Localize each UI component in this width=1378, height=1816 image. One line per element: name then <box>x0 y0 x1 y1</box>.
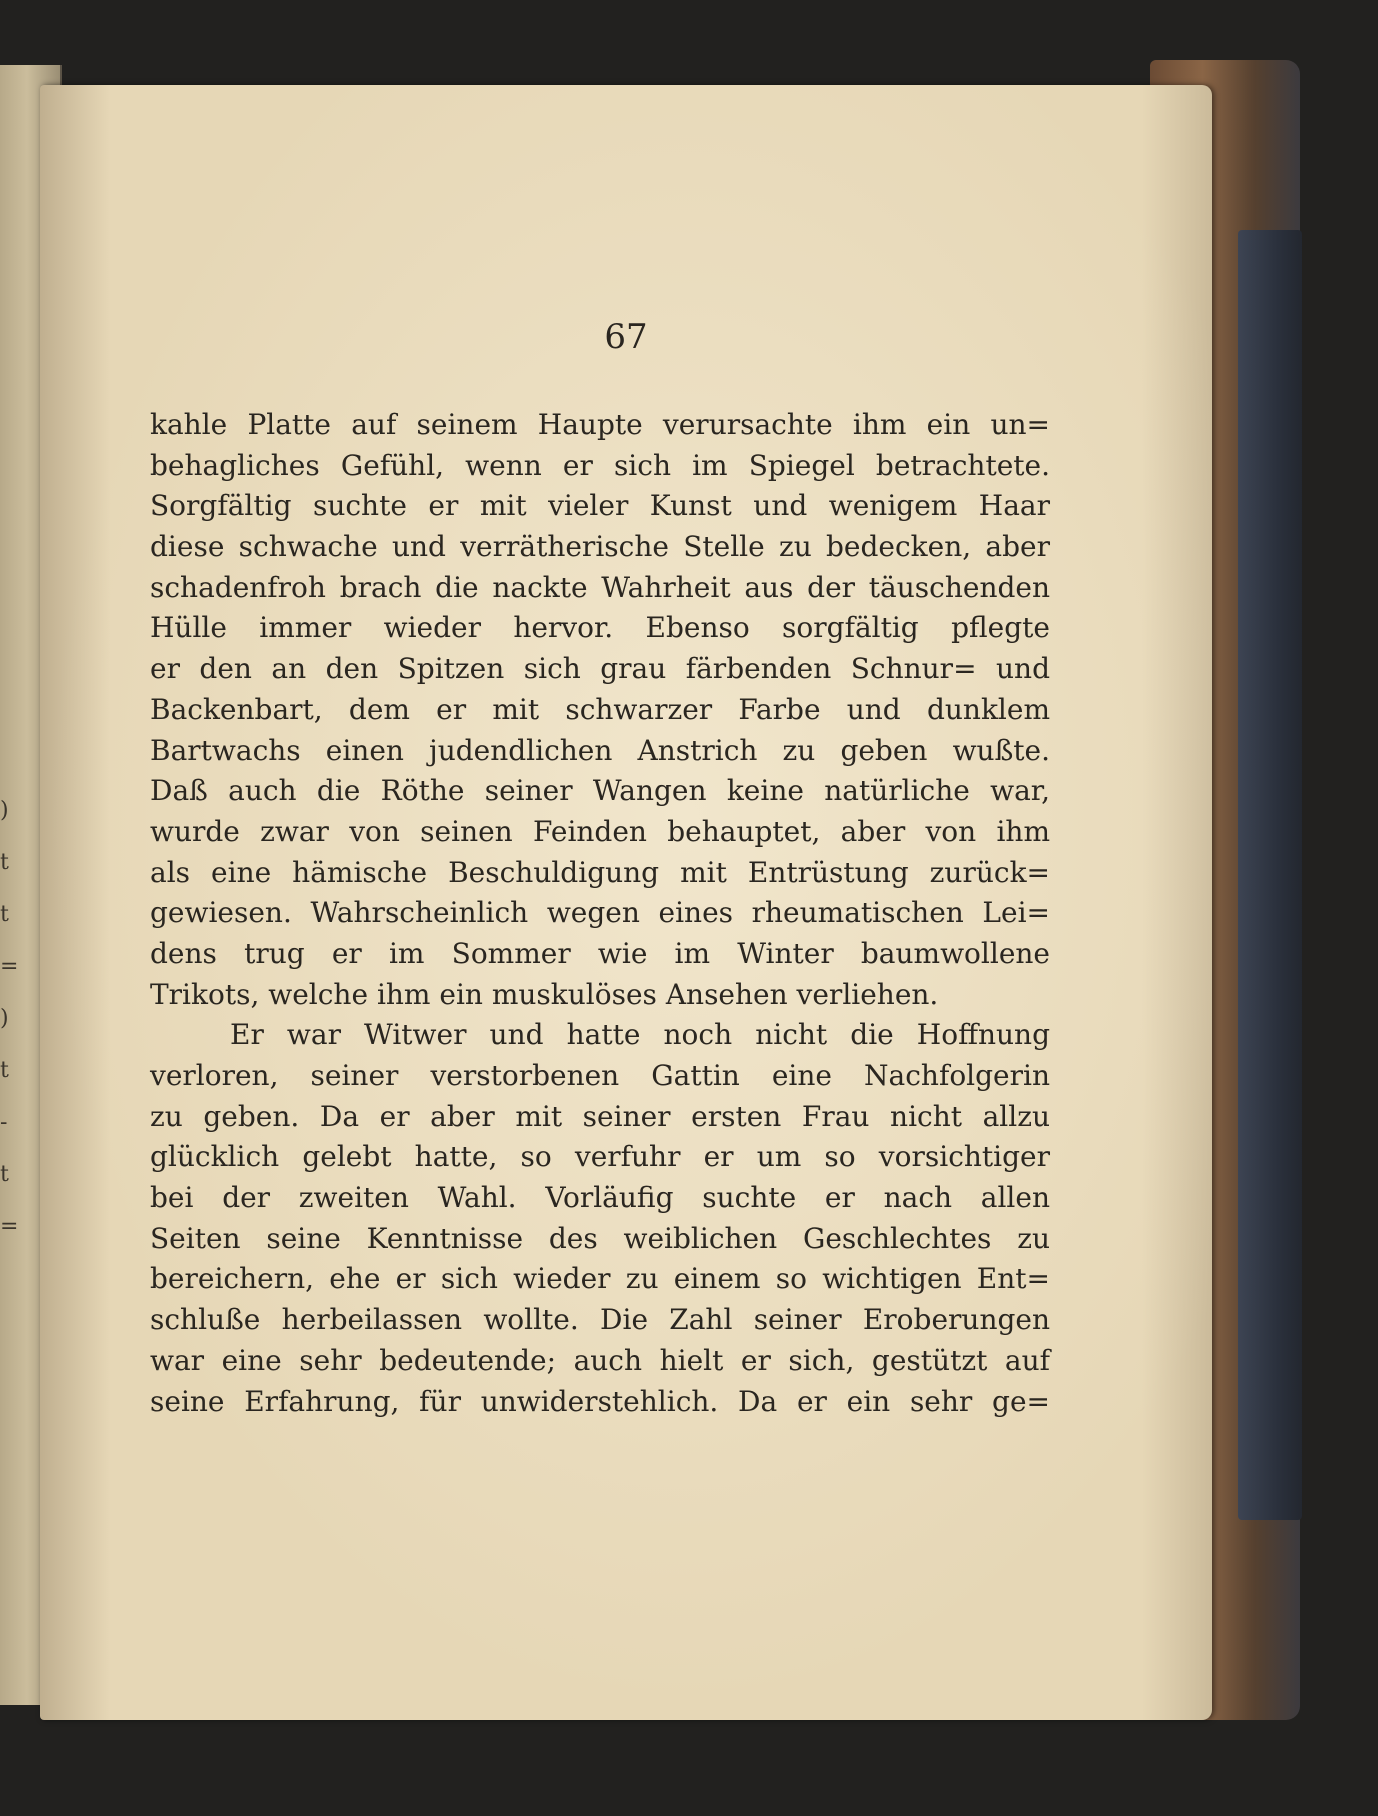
text-line: zu geben. Da er aber mit seiner ersten Frau nicht allzu <box>150 1099 1050 1133</box>
text-line: verloren, seiner verstorbenen Gattin eine Nachfolgerin <box>150 1059 1050 1092</box>
text-line: Trikots, welche ihm ein muskulöses Ansehen verliehen. <box>150 977 939 1011</box>
text-line: wurde zwar von seinen Feinden behauptet, aber von ihm <box>150 814 1050 848</box>
text-line: kahle Platte auf seinem Haupte verursachte ihm ein un= <box>150 408 1050 441</box>
edge-mark: t <box>0 850 9 875</box>
text-line: Seiten seine Kenntnisse des weiblichen Geschlechtes zu <box>150 1221 1050 1255</box>
text-line: bei der zweiten Wahl. Vorläufig suchte er nach allen <box>150 1181 1050 1215</box>
text-line: Er war Witwer und hatte noch nicht die Hoffnung <box>230 1018 1050 1052</box>
text-line: schluße herbeilassen wollte. Die Zahl seiner Eroberungen <box>150 1303 1050 1337</box>
book-page <box>40 85 1212 1720</box>
text-line: Daß auch die Röthe seiner Wangen keine natürliche war, <box>150 774 1050 808</box>
book-cover-cloth <box>1238 230 1302 1520</box>
text-line: Backenbart, dem er mit schwarzer Farbe und dunklem <box>150 692 1050 726</box>
text-line: gewiesen. Wahrscheinlich wegen eines rheumatischen Lei= <box>150 896 1050 930</box>
edge-mark: ) <box>0 798 9 823</box>
edge-mark: = <box>0 1214 19 1239</box>
edge-mark: = <box>0 954 19 979</box>
edge-mark: t <box>0 1162 9 1187</box>
text-line: seine Erfahrung, für unwiderstehlich. Da er ein sehr ge= <box>150 1384 1050 1418</box>
text-line: Bartwachs einen judendlichen Anstrich zu geben wußte. <box>150 733 1050 767</box>
text-line: dens trug er im Sommer wie im Winter baumwollene <box>150 936 1050 970</box>
text-line: diese schwache und verrätherische Stelle zu bedecken, aber <box>150 530 1050 564</box>
edge-mark: t <box>0 902 9 927</box>
text-line: behagliches Gefühl, wenn er sich im Spiegel betrachtete. <box>150 448 1050 482</box>
page-text <box>150 405 1050 1422</box>
text-line: als eine hämische Beschuldigung mit Entrüstung zurück= <box>150 855 1050 889</box>
edge-mark: ) <box>0 1006 9 1031</box>
text-line: war eine sehr bedeutende; auch hielt er sich, gestützt auf <box>150 1343 1050 1377</box>
left-page-edge-marks <box>0 785 19 1253</box>
text-line: bereichern, ehe er sich wieder zu einem so wichtigen Ent= <box>150 1262 1050 1296</box>
text-line: Hülle immer wieder hervor. Ebenso sorgfältig pflegte <box>150 611 1050 645</box>
text-line: Sorgfältig suchte er mit vieler Kunst und wenigem Haar <box>150 489 1050 523</box>
page-number: 67 <box>604 317 648 357</box>
text-line: er den an den Spitzen sich grau färbenden Schnur= und <box>150 652 1050 686</box>
text-line: glücklich gelebt hatte, so verfuhr er um so vorsichtiger <box>150 1140 1050 1174</box>
edge-mark: t <box>0 1058 9 1083</box>
edge-mark: - <box>0 1110 8 1135</box>
text-line: schadenfroh brach die nackte Wahrheit aus der täuschenden <box>150 570 1050 604</box>
